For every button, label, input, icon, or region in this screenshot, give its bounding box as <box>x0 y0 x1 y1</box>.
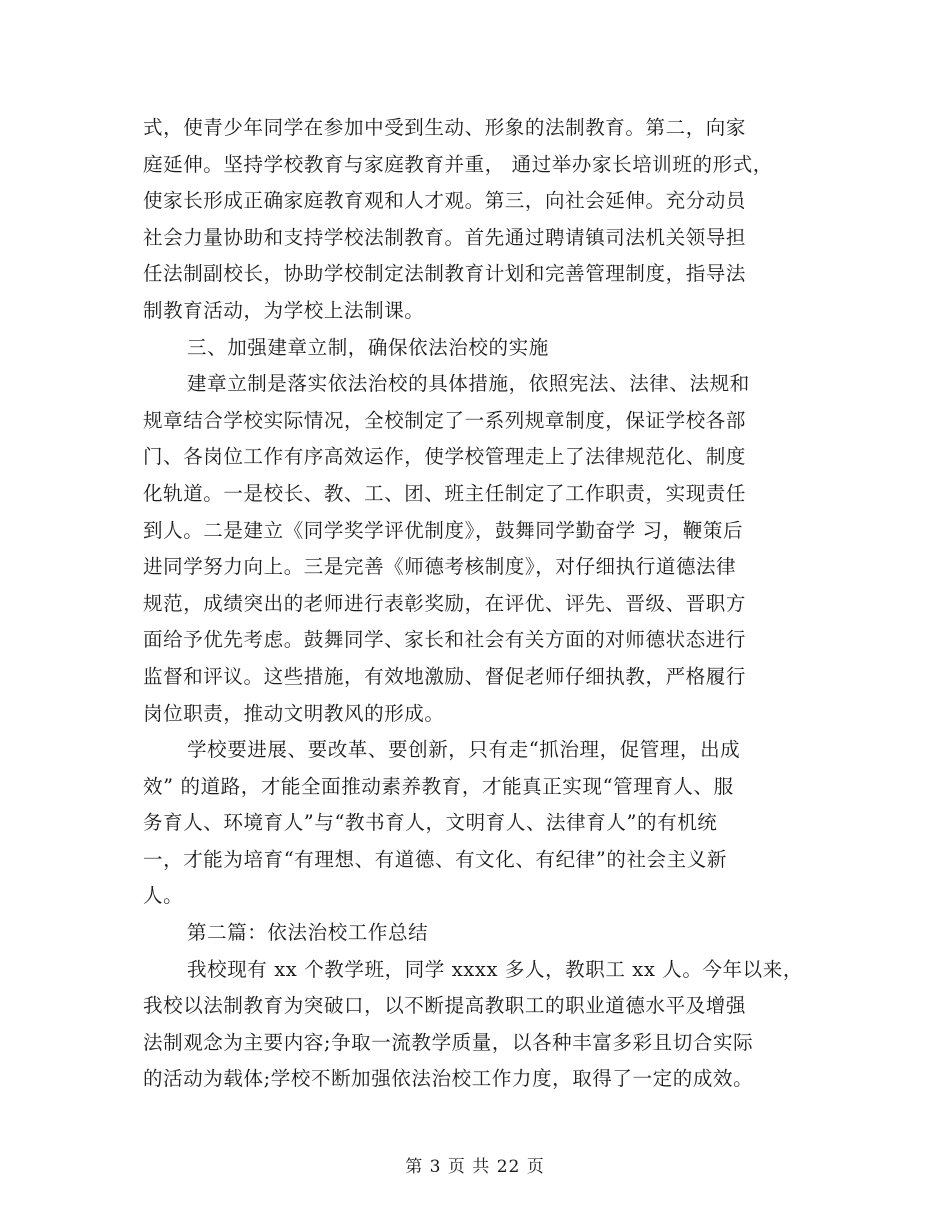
text-line: 学校要进展、要改革、要创新，只有走“抓治理，促管理，出成 <box>187 738 741 762</box>
text-line: 到人。二是建立《同学奖学评优制度》，鼓舞同学勤奋学 习，鞭策后 <box>143 518 744 542</box>
text-line: 我校以法制教育为突破口，以不断提高教职工的职业道德水平及增强 <box>143 994 747 1018</box>
text-line: 进同学努力向上。三是完善《师德考核制度》，对仔细执行道德法律 <box>143 555 737 579</box>
text-line: 务育人、环境育人”与“教书育人，文明育人、法律育人”的有机统 <box>143 811 718 835</box>
text-line: 人。 <box>143 884 184 908</box>
page-footer: 第 3 页 共 22 页 <box>405 1157 545 1177</box>
text-line: 门、各岗位工作有序高效运作，使学校管理走上了法律规范化、制度 <box>143 445 747 469</box>
text-line: 建章立制是落实依法治校的具体措施，依照宪法、法律、法规和 <box>187 372 750 396</box>
text-line: 我校现有 xx 个教学班，同学 xxxx 多人，教职工 xx 人。今年以来， <box>187 957 803 981</box>
text-line: 化轨道。一是校长、教、工、团、班主任制定了工作职责，实现责任 <box>143 481 747 505</box>
text-line: 一，才能为培育“有理想、有道德、有文化、有纪律”的社会主义新 <box>143 847 727 871</box>
text-line: 面给予优先考虑。鼓舞同学、家长和社会有关方面的对师德状态进行 <box>143 628 747 652</box>
text-line: 式，使青少年同学在参加中受到生动、形象的法制教育。第二，向家 <box>143 116 747 139</box>
text-line: 规章结合学校实际情况，全校制定了一系列规章制度，保证学校各部 <box>143 408 747 432</box>
text-line: 三、加强建章立制，确保依法治校的实施 <box>187 335 549 359</box>
text-line: 社会力量协助和支持学校法制教育。首先通过聘请镇司法机关领导担 <box>143 225 747 249</box>
text-line: 法制观念为主要内容;争取一流教学质量，以各种丰富多彩且切合实际 <box>143 1030 754 1054</box>
text-line: 任法制副校长，协助学校制定法制教育计划和完善管理制度，指导法 <box>143 262 747 286</box>
text-line: 效” 的道路，才能全面推动素养教育，才能真正实现“管理育人、服 <box>143 774 734 798</box>
text-line: 第二篇：依法治校工作总结 <box>187 921 429 945</box>
text-line: 庭延伸。坚持学校教育与家庭教育并重， 通过举办家长培训班的形式， <box>143 152 773 176</box>
text-line: 监督和评议。这些措施，有效地激励、督促老师仔细执教，严格履行 <box>143 664 747 688</box>
text-line: 的活动为载体;学校不断加强依法治校工作力度，取得了一定的成效。 <box>143 1067 754 1091</box>
text-line: 规范，成绩突出的老师进行表彰奖励，在评优、评先、晋级、晋职方 <box>143 591 747 615</box>
document-body <box>143 110 823 1098</box>
text-line: 制教育活动，为学校上法制课。 <box>143 298 425 322</box>
text-line: 使家长形成正确家庭教育观和人才观。第三，向社会延伸。充分动员 <box>143 189 747 213</box>
text-line: 岗位职责，推动文明教风的形成。 <box>143 701 445 725</box>
